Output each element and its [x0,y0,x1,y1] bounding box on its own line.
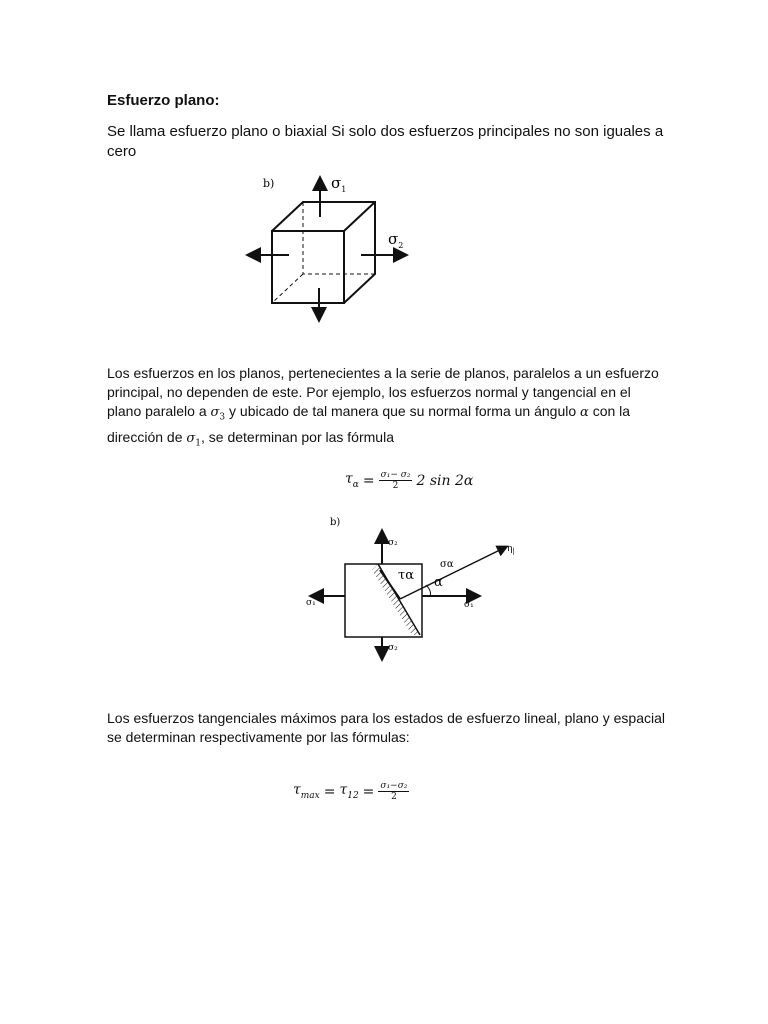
cube-hidden-diagonal [272,274,303,303]
cube-front-face [272,231,344,303]
normal-label: $\eta_|$ [507,544,515,555]
formula2-fraction: $\frac{\text{σ₁−σ₂}}{2}$ [380,781,408,802]
max-shear-paragraph: Los esfuerzos tangenciales máximos para los estados de esfuerzo lineal, plano y espacial se determinan respectivamente por las fórmulas: [107,710,665,745]
tau-alpha-label: τα [398,568,414,583]
formula-tau-alpha: $\tau_\alpha$ = $\frac{\text{σ₁− σ₂}}{2}$ 2 sin 2α [345,470,474,491]
section-heading: Esfuerzo plano: [107,92,220,109]
cube-stress-figure [243,170,423,330]
sigma1-right-label: σ₁ [464,600,474,610]
explanation-paragraph: Los esfuerzos en los planos, pertenecientes a la serie de planos, paralelos a un esfuerzo principal, no dependen de este. Por ejemplo, los esfuerzos normal y tangencial en el plano paralelo a $\sigma_3$ y ubicado de tal manera que su normal forma un ángulo α con la dirección de $\sigma_1$, se determinan por las fórmula [107,365,659,449]
sigma2-label: $\sigma_2$ [388,230,404,250]
sigma-alpha-label: σα [440,559,454,570]
figure2-label: b) [330,517,341,528]
formula1-fraction: $\frac{\text{σ₁− σ₂}}{2}$ [380,470,411,491]
normal-direction-arrow [400,547,506,599]
alpha-symbol: α [580,405,589,420]
sigma1-left-label: σ₁ [306,598,316,608]
alpha-label: α [434,575,443,590]
intro-paragraph: Se llama esfuerzo plano o biaxial Si solo dos esfuerzos principales no son iguales a cero [107,123,664,160]
sigma1-symbol: $\sigma_1$ [186,430,201,449]
sigma3-symbol: $\sigma_3$ [210,405,226,423]
plane-stress-figure [302,515,522,665]
figure1-label: b) [263,177,275,190]
sigma2-top-label: σ₂ [388,538,398,548]
cube-top-right-edge [344,202,375,231]
sigma2-bottom-label: σ₂ [388,643,398,653]
sigma1-label: $\sigma_1$ [331,174,347,194]
formula-tau-max: $\tau_{max}$ = $\tau_{12}$ = $\frac{\text{σ₁−σ₂}}{2}$ [293,781,408,802]
